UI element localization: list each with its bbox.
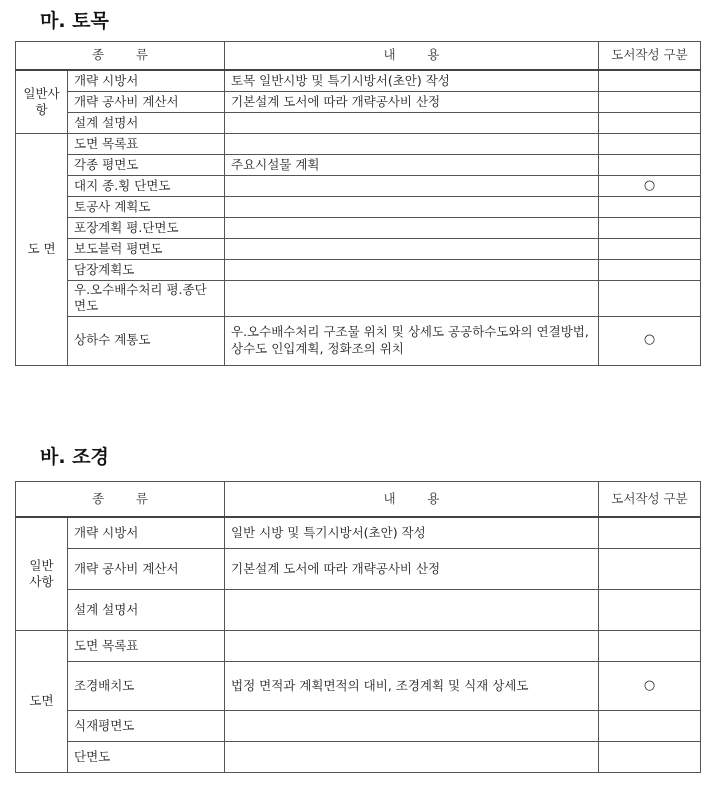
item-cell: 조경배치도 [68,662,225,711]
table-header-row [16,482,701,518]
item-cell: 도면 목록표 [68,631,225,662]
division-cell [599,711,701,742]
civil-spec-table [15,41,701,366]
item-cell: 담장계획도 [68,260,225,281]
group-label-drawings: 도면 [16,631,68,773]
content-cell: 법정 면적과 계획면적의 대비, 조경계획 및 식재 상세도 [225,662,599,711]
division-cell: ○ [599,176,701,197]
division-cell [599,631,701,662]
division-cell: ○ [599,662,701,711]
header-division: 도서작성 구분 [599,42,701,71]
item-cell: 우.오수배수처리 평.종단면도 [68,281,225,317]
division-cell [599,155,701,176]
content-cell [225,711,599,742]
table-row [16,281,701,317]
content-cell: 일반 시방 및 특기시방서(초안) 작성 [225,517,599,549]
content-cell [225,631,599,662]
header-type: 종 류 [16,482,225,518]
item-cell: 설계 설명서 [68,113,225,134]
item-cell: 단면도 [68,742,225,773]
table-row [16,711,701,742]
section-title-civil: 마. 토목 [40,10,109,32]
content-cell [225,176,599,197]
division-cell [599,590,701,631]
table-row [16,742,701,773]
division-cell [599,281,701,317]
division-cell [599,113,701,134]
header-division: 도서작성 구분 [599,482,701,518]
division-cell [599,218,701,239]
table-header-row [16,42,701,71]
section-title-landscape: 바. 조경 [40,446,109,468]
table-row [16,239,701,260]
division-cell [599,742,701,773]
item-cell: 대지 종.횡 단면도 [68,176,225,197]
division-cell [599,517,701,549]
table-row [16,92,701,113]
table-row [16,197,701,218]
table-row [16,549,701,590]
content-cell [225,590,599,631]
item-cell: 개략 시방서 [68,70,225,92]
item-cell: 개략 공사비 계산서 [68,549,225,590]
table-row [16,134,701,155]
item-cell: 설계 설명서 [68,590,225,631]
content-cell: 기본설계 도서에 따라 개략공사비 산정 [225,92,599,113]
content-cell: 토목 일반시방 및 특기시방서(초안) 작성 [225,70,599,92]
division-cell [599,260,701,281]
division-cell [599,239,701,260]
header-content: 내 용 [225,482,599,518]
table-row [16,218,701,239]
table-row [16,176,701,197]
division-cell [599,197,701,218]
content-cell [225,742,599,773]
content-cell [225,134,599,155]
item-cell: 개략 공사비 계산서 [68,92,225,113]
group-label-general: 일반 사항 [16,517,68,631]
header-type: 종 류 [16,42,225,71]
content-cell [225,113,599,134]
header-content: 내 용 [225,42,599,71]
item-cell: 보도블럭 평면도 [68,239,225,260]
content-cell [225,281,599,317]
content-cell [225,218,599,239]
group-label-drawings: 도 면 [16,134,68,366]
item-cell: 토공사 계획도 [68,197,225,218]
table-row [16,70,701,92]
content-cell: 주요시설물 계획 [225,155,599,176]
table-row [16,517,701,549]
item-cell: 각종 평면도 [68,155,225,176]
group-label-general: 일반사 항 [16,70,68,134]
item-cell: 식재평면도 [68,711,225,742]
content-cell: 우.오수배수처리 구조물 위치 및 상세도 공공하수도와의 연결방법, 상수도 인입계획, 정화조의 위치 [225,316,599,365]
item-cell: 도면 목록표 [68,134,225,155]
item-cell: 개략 시방서 [68,517,225,549]
content-cell [225,260,599,281]
division-cell [599,92,701,113]
content-cell [225,239,599,260]
division-cell: ○ [599,316,701,365]
division-cell [599,134,701,155]
table-row [16,113,701,134]
content-cell: 기본설계 도서에 따라 개략공사비 산정 [225,549,599,590]
table-row [16,260,701,281]
table-row [16,155,701,176]
division-cell [599,549,701,590]
landscape-spec-table [15,481,701,773]
table-row [16,631,701,662]
content-cell [225,197,599,218]
item-cell: 포장계획 평.단면도 [68,218,225,239]
table-row [16,590,701,631]
division-cell [599,70,701,92]
table-row [16,316,701,365]
table-row [16,662,701,711]
item-cell: 상하수 계통도 [68,316,225,365]
